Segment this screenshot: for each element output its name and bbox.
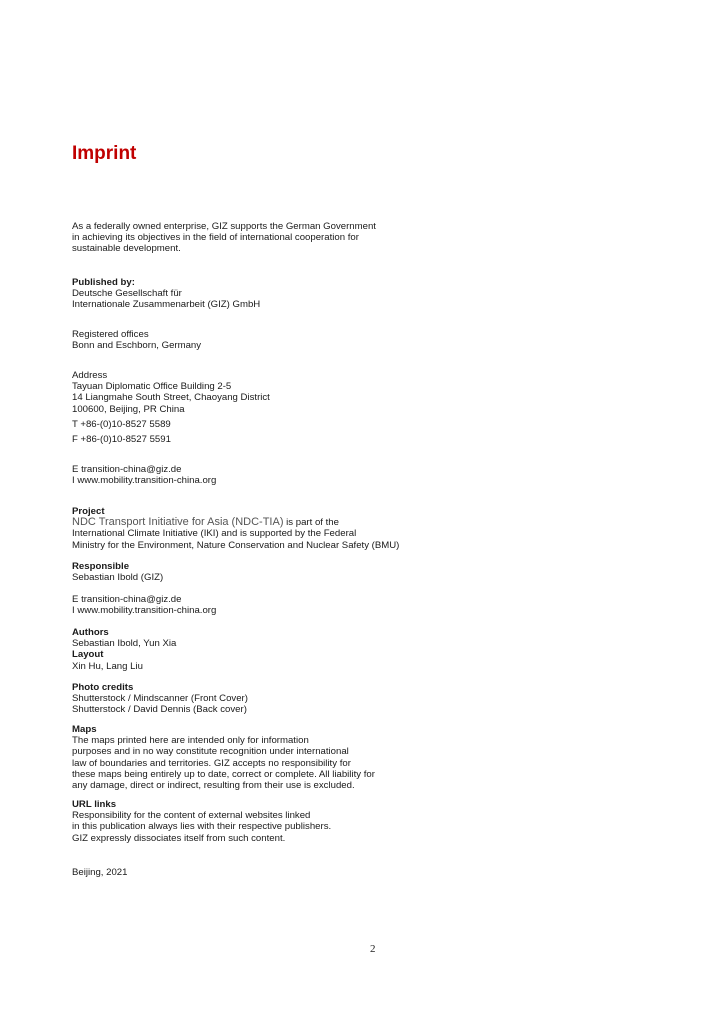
url-links-heading: URL links xyxy=(72,799,117,810)
maps-line: these maps being entirely up to date, correct or complete. All liability for xyxy=(72,768,375,780)
publisher-line: Deutsche Gesellschaft für xyxy=(72,288,182,300)
address-heading: Address xyxy=(72,370,108,381)
ndc-tia-name: NDC Transport Initiative for Asia (NDC-TIA) xyxy=(72,516,284,529)
page-title: Imprint xyxy=(72,143,137,164)
website-link[interactable]: I www.mobility.transition-china.org xyxy=(72,605,217,617)
address-section xyxy=(72,370,270,415)
url-links-section xyxy=(72,799,331,844)
intro-line: in achieving its objectives in the field of international cooperation for xyxy=(72,232,359,244)
page-number: 2 xyxy=(370,943,376,955)
publisher-line: Internationale Zusammenarbeit (GIZ) GmbH xyxy=(72,299,261,311)
url-links-line: Responsibility for the content of external websites linked xyxy=(72,810,311,822)
intro-line: sustainable development. xyxy=(72,243,181,255)
project-line-rest: is part of the xyxy=(283,517,339,529)
contact-section xyxy=(72,464,216,486)
email-link[interactable]: E transition-china@giz.de xyxy=(72,464,182,475)
maps-line: law of boundaries and territories. GIZ accepts no responsibility for xyxy=(72,757,351,769)
photo-credits-section xyxy=(72,682,248,716)
authors-heading: Authors xyxy=(72,627,109,638)
url-links-line: in this publication always lies with their respective publishers. xyxy=(72,821,332,833)
address-line: 14 Liangmahe South Street, Chaoyang District xyxy=(72,392,270,404)
published-by-section xyxy=(72,277,260,311)
phone: T +86-(0)10-8527 5589 xyxy=(72,419,171,430)
authors-section xyxy=(72,627,176,672)
published-by-heading: Published by: xyxy=(72,277,135,288)
layout-heading: Layout xyxy=(72,649,104,661)
project-line: International Climate Initiative (IKI) and is supported by the Federal xyxy=(72,528,357,540)
registered-line: Registered offices xyxy=(72,329,149,340)
registered-line: Bonn and Eschborn, Germany xyxy=(72,340,202,352)
email-link[interactable]: E transition-china@giz.de xyxy=(72,594,182,605)
project-heading: Project xyxy=(72,506,105,517)
responsible-heading: Responsible xyxy=(72,561,130,572)
intro-paragraph xyxy=(72,221,376,255)
responsible-section xyxy=(72,561,163,583)
responsible-contact xyxy=(72,594,216,616)
authors-names: Sebastian Ibold, Yun Xia xyxy=(72,638,177,650)
maps-line: purposes and in no way constitute recognition under international xyxy=(72,746,349,758)
project-section xyxy=(72,506,399,551)
project-line: Ministry for the Environment, Nature Conservation and Nuclear Safety (BMU) xyxy=(72,539,400,551)
maps-line: The maps printed here are intended only for information xyxy=(72,735,309,747)
responsible-name: Sebastian Ibold (GIZ) xyxy=(72,572,164,584)
place-date: Beijing, 2021 xyxy=(72,867,128,878)
website-link[interactable]: I www.mobility.transition-china.org xyxy=(72,475,217,487)
address-line: 100600, Beijing, PR China xyxy=(72,403,185,415)
maps-section xyxy=(72,724,375,791)
maps-line: any damage, direct or indirect, resulting from their use is excluded. xyxy=(72,780,355,792)
intro-line: As a federally owned enterprise, GIZ supports the German Government xyxy=(72,221,376,232)
layout-names: Xin Hu, Lang Liu xyxy=(72,660,143,672)
photo-credits-heading: Photo credits xyxy=(72,682,134,693)
photo-credit-line: Shutterstock / David Dennis (Back cover) xyxy=(72,704,247,716)
registered-offices-section xyxy=(72,329,201,351)
url-links-line: GIZ expressly dissociates itself from such content. xyxy=(72,832,286,844)
maps-heading: Maps xyxy=(72,724,97,735)
address-line: Tayuan Diplomatic Office Building 2-5 xyxy=(72,381,232,393)
photo-credit-line: Shutterstock / Mindscanner (Front Cover) xyxy=(72,693,248,705)
fax: F +86-(0)10-8527 5591 xyxy=(72,434,171,445)
